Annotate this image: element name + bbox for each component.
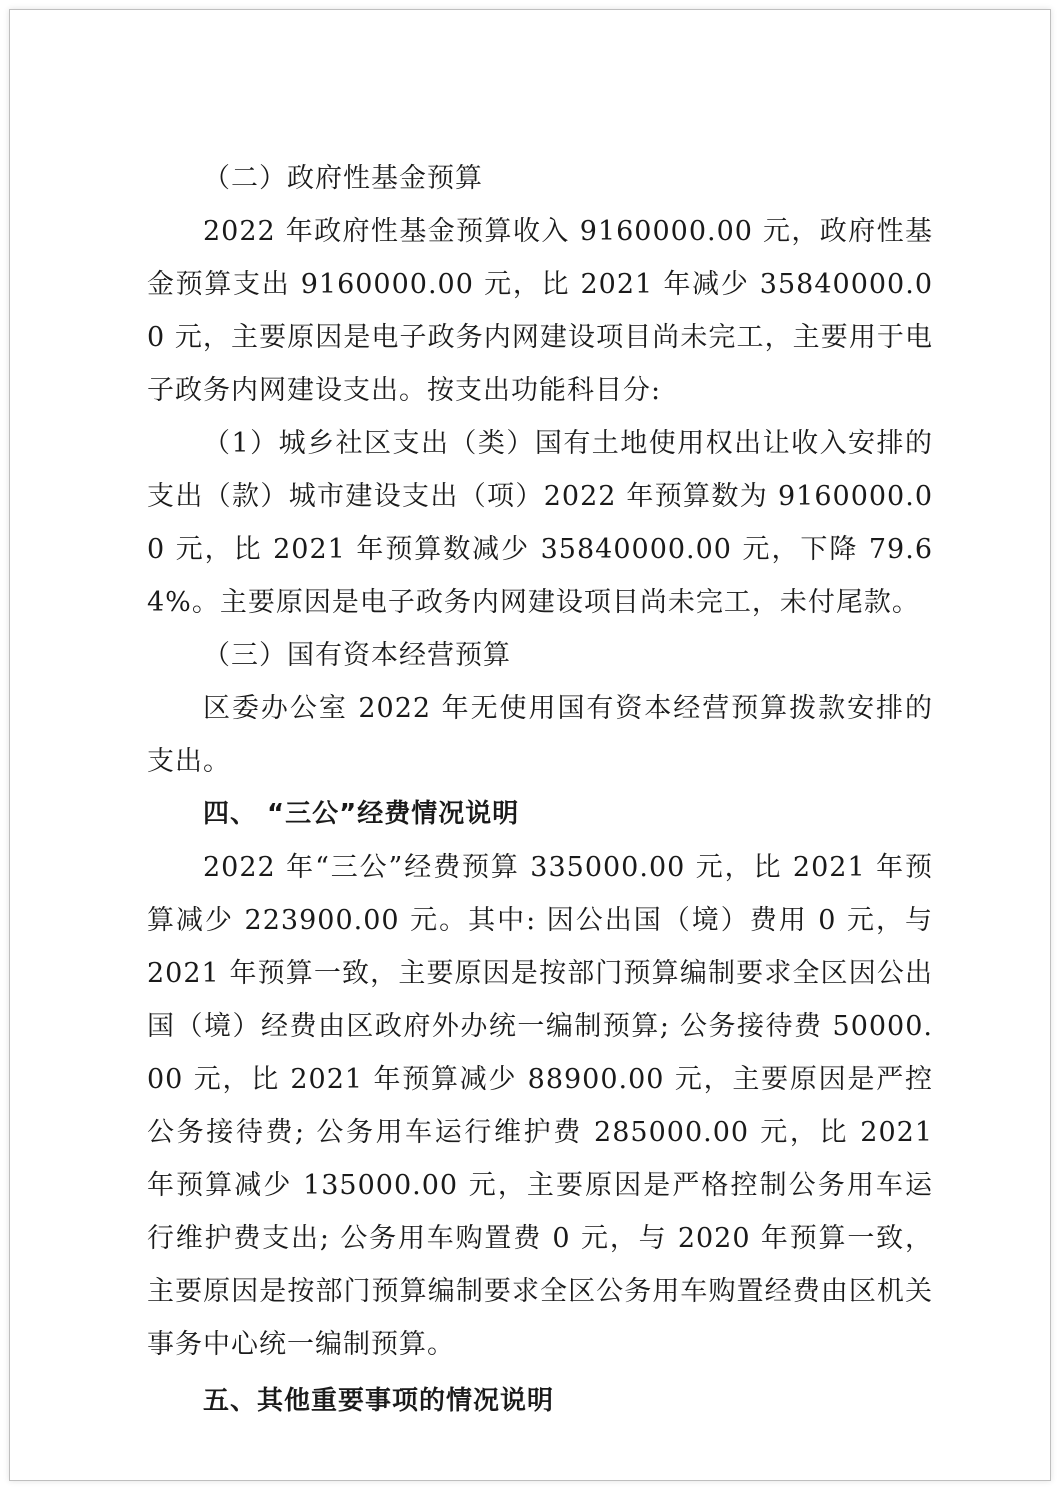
- three-public-paragraph: 2022 年“三公”经费预算 335000.00 元，比 2021 年预算减少 223900.00 元。其中: 因公出国（境）费用 0 元，与 2021 年预算一致，主要原因是按部门预算编制要求全区因公出国（境）经费由区政府外办统一编制预算; 公务接待费 50000.00 元，比 2021 年预算减少 88900.00 元，主要原因是严控公务接待费; 公务用车运行维护费 285000.00 元，比 2021 年预算减少 135000.00 元，主要原因是严格控制公务用车运行维护费支出; 公务用车购置费 0 元，与 2020 年预算一致，主要原因是按部门预算编制要求全区公务用车购置经费由区机关事务中心统一编制预算。: [147, 852, 933, 1360]
- gov-fund-item-1: （1）城乡社区支出（类）国有土地使用权出让收入安排的支出（款）城市建设支出（项）2022 年预算数为 9160000.00 元，比 2021 年预算数减少 35840000.00 元，下降 79.64%。主要原因是电子政务内网建设项目尚未完工，未付尾款。: [147, 428, 933, 618]
- gov-fund-paragraph: 2022 年政府性基金预算收入 9160000.00 元，政府性基金预算支出 9160000.00 元，比 2021 年减少 35840000.00 元，主要原因是电子政务内网建设项目尚未完工，主要用于电子政务内网建设支出。按支出功能科目分:: [147, 216, 933, 406]
- page-frame: [9, 9, 1051, 1481]
- other-matters-heading: 五、其他重要事项的情况说明: [203, 1386, 555, 1416]
- state-capital-paragraph: 区委办公室 2022 年无使用国有资本经营预算拨款安排的支出。: [147, 693, 933, 777]
- three-public-heading: 四、 “三公”经费情况说明: [203, 799, 520, 829]
- document-body: [147, 152, 933, 1428]
- state-capital-heading: （三）国有资本经营预算: [203, 640, 511, 671]
- gov-fund-heading: （二）政府性基金预算: [203, 163, 483, 194]
